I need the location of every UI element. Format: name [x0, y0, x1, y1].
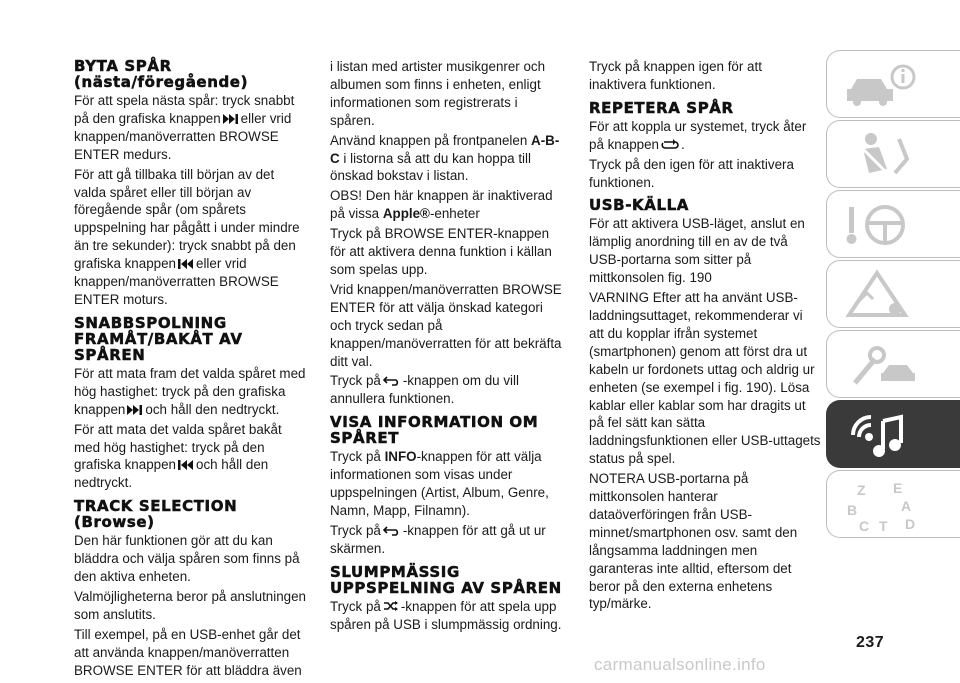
next-track-icon [127, 405, 143, 415]
paragraph: För att gå tillbaka till början av det valda spåret eller till början av föregående spår (om spårets uppspelning har pågått i under mindre än tre sekunder): tryck snabbt på den grafiska knappen eller vrid knappen/manöverratten BROWSE ENTER moturs. [74, 166, 300, 307]
column-2 [330, 58, 562, 635]
tab-safety[interactable] [826, 120, 960, 188]
column-1 [74, 58, 306, 681]
index-letter: A [901, 498, 912, 514]
index-letter: T [879, 518, 888, 531]
paragraph: För att aktivera USB-läget, anslut en lämplig anordning till en av de två USB-portarna som sitter på mittkonsolen fig. 190 [589, 216, 805, 286]
back-arrow-icon [383, 526, 401, 536]
paragraph: OBS! Den här knappen är inaktiverad på vissa Apple®-enheter [330, 188, 553, 222]
paragraph: För att mata det valda spåret bakåt med hög hastighet: tryck på den grafiska knappen och håll den nedtryckt. [74, 421, 282, 491]
heading-visa-information: VISA INFORMATION OM SPÅRET [330, 413, 539, 448]
paragraph: För att spela nästa spår: tryck snabbt på den grafiska knappen eller vrid knappen/manöverratten BROWSE ENTER medurs. [74, 93, 295, 162]
tab-maintenance[interactable] [826, 330, 960, 398]
paragraph: i listan med artister musikgenrer och albumen som finns i enheten, enligt informationen som registrerats i spåren. [330, 59, 546, 128]
paragraph: För att koppla ur systemet, tryck åter på knappen . [589, 118, 807, 152]
heading-track-selection: TRACK SELECTION (Browse) [74, 497, 238, 532]
page-number: 237 [856, 634, 885, 651]
previous-track-icon [178, 259, 194, 269]
paragraph: Tryck på -knappen om du vill annullera funktionen. [330, 373, 519, 407]
watermark: carmanualsonline.info [594, 655, 766, 674]
previous-track-icon [178, 460, 194, 470]
paragraph: Den här funktionen gör att du kan bläddra och välja spåren som finns på den aktiva enheten. [74, 533, 300, 585]
column-3 [589, 58, 821, 615]
paragraph: VARNING Efter att ha använt USB-laddningsuttaget, rekommenderar vi att du kopplar ifrån systemet (smartphonen) genom att först dra ut kabeln ur fordonets uttag och aldrig ur enheten (se exempel i fig. 190). Lösa kablar eller kablar som har dragits ut på fel sätt kan sätta laddningsfunktionen eller USB-uttagets status på spel. [589, 290, 821, 467]
heading-snabbspolning: SNABBSPOLNING FRAMÅT/BAKÅT AV SPÅREN [74, 313, 243, 364]
paragraph: Vrid knappen/manöverratten BROWSE ENTER för att välja önskad kategori och tryck sedan på knappen/manöverratten för att bekräfta ditt val. [330, 281, 562, 369]
paragraph: Tryck på INFO-knappen för att välja informationen som visas under uppspelningen (Artist, Album, Genre, Namn, Mapp, Filnamn). [330, 449, 549, 518]
index-letter: B [847, 502, 858, 518]
tab-car-info[interactable] [826, 50, 960, 118]
tab-multimedia[interactable] [826, 400, 960, 468]
paragraph: Använd knappen på frontpanelen A-B-C i listorna så att du kan hoppa till önskad bokstav i listan. [330, 132, 560, 184]
index-letter: E [893, 480, 903, 496]
index-letter: D [905, 516, 916, 531]
back-arrow-icon [383, 376, 401, 386]
index-letter: Z [857, 482, 866, 498]
index-letter: C [859, 518, 870, 531]
paragraph: Tryck på -knappen för att gå ut ur skärmen. [330, 522, 546, 556]
paragraph: Till exempel, på en USB-enhet går det att använda knappen/manöverratten BROWSE ENTER för att bläddra även [74, 626, 302, 678]
paragraph: För att mata fram det valda spåret med hög hastighet: tryck på den grafiska knappen och håll den nedtryckt. [74, 365, 306, 417]
shuffle-icon [383, 600, 399, 612]
heading-usb-kalla: USB-KÄLLA [589, 196, 689, 215]
paragraph: NOTERA USB-portarna på mittkonsolen hanterar dataöverföringen från USB-minnet/smartphonen osv. samt den långsamma laddningen men garanteras inte alltid, eftersom det beror på den externa enhetens typ/märke. [589, 471, 798, 612]
paragraph: Valmöjligheterna beror på anslutningen som anslutits. [74, 588, 307, 622]
repeat-icon [661, 139, 679, 150]
heading-slumpmassig: SLUMPMÄSSIG UPPSPELNING AV SPÅREN [330, 562, 562, 597]
paragraph: Tryck på knappen igen för att inaktivera funktionen. [589, 59, 762, 92]
tab-driving[interactable] [826, 190, 960, 258]
next-track-icon [223, 114, 239, 124]
paragraph: Tryck på den igen för att inaktivera funktionen. [589, 156, 794, 190]
paragraph: Tryck på BROWSE ENTER-knappen för att aktivera denna funktion i källan som spelas upp. [330, 226, 552, 277]
tab-index[interactable] [826, 470, 960, 538]
tab-emergency[interactable] [826, 260, 960, 328]
heading-repetera-spar: REPETERA SPÅR [589, 98, 734, 117]
heading-byta-spar: BYTA SPÅR (nästa/föregående) [74, 57, 249, 91]
paragraph: Tryck på -knappen för att spela upp spåren på USB i slumpmässig ordning. [330, 598, 562, 632]
